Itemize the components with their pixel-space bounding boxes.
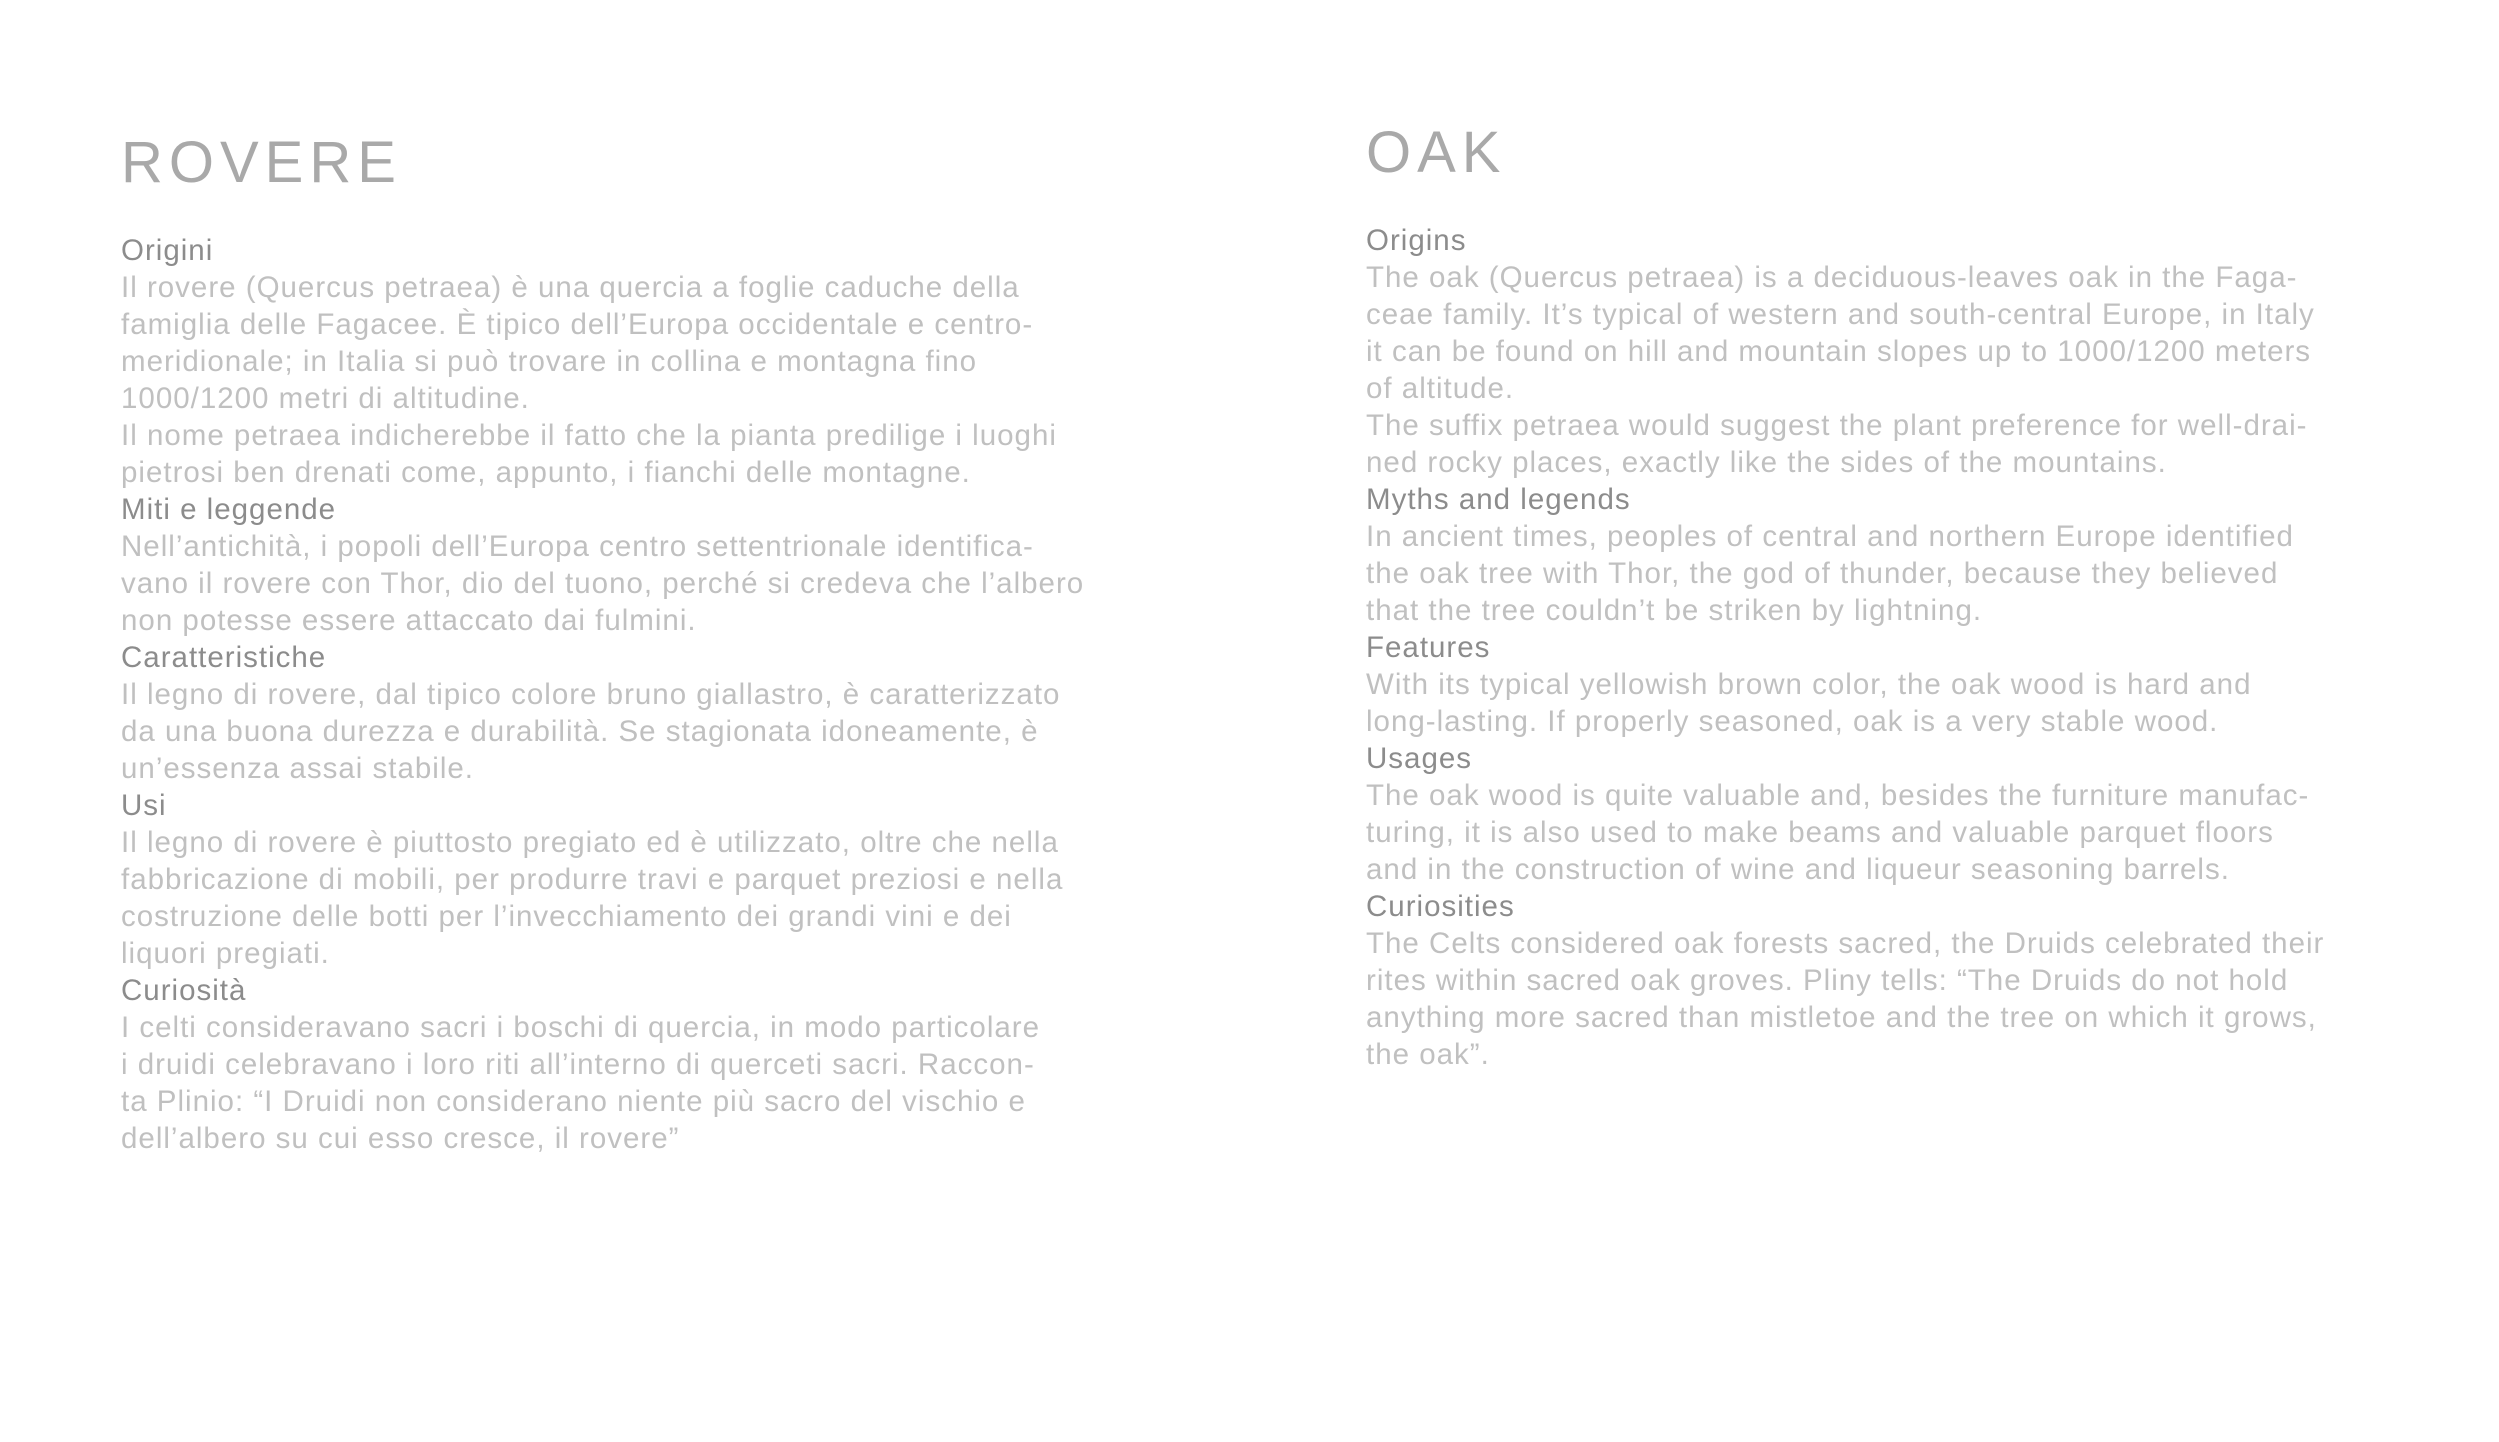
section-text: Il legno di rovere è piuttosto pregiato ed è utilizzato, oltre che nella fabbricazione di mobili, per produrre travi e parquet preziosi e nella costruzione delle botti per l’invecchiamento dei grandi vini e dei liquori pregiati. — [121, 825, 1064, 970]
section-heading: Usages — [1366, 741, 1473, 775]
section-heading: Origini — [121, 233, 214, 267]
english-column — [1366, 118, 2376, 1073]
section-usi — [121, 787, 1131, 972]
section-curiosita — [121, 972, 1131, 1157]
section-caratteristiche — [121, 639, 1131, 787]
section-features — [1366, 629, 2376, 740]
section-text: Il rovere (Quercus petraea) è una quercia a foglie caduche della famiglia delle Fagacee. È tipico dell’Europa occidentale e centro- meridionale; in Italia si può trovare in collina e montagna fino 1000/1200 metri di altitudine. Il nome petraea indicherebbe il fatto che la pianta predilige i luoghi pietrosi ben drenati come, appunto, i fianchi delle montagne. — [121, 270, 1057, 489]
section-miti-e-leggende — [121, 491, 1131, 639]
section-heading: Curiosità — [121, 973, 247, 1007]
section-heading: Origins — [1366, 223, 1467, 257]
section-text: In ancient times, peoples of central and northern Europe identified the oak tree with Thor, the god of thunder, because they believed that the tree couldn’t be striken by lightning. — [1366, 519, 2294, 627]
english-title: OAK — [1366, 120, 1507, 185]
italian-title: ROVERE — [121, 130, 402, 195]
section-text: I celti consideravano sacri i boschi di quercia, in modo particolare i druidi celebravano i loro riti all’interno di querceti sacri. Raccon- ta Plinio: “I Druidi non considerano niente più sacro del vischio e dell’albero su cui esso cresce, il rovere” — [121, 1010, 1041, 1155]
section-origins — [1366, 222, 2376, 481]
section-heading: Features — [1366, 630, 1491, 664]
section-text: Nell’antichità, i popoli dell’Europa centro settentrionale identifica- vano il rovere con Thor, dio del tuono, perché si credeva che l’albero non potesse essere attaccato dai fulmini. — [121, 529, 1085, 637]
section-origini — [121, 232, 1131, 491]
section-text: The oak (Quercus petraea) is a deciduous-leaves oak in the Faga- ceae family. It’s typical of western and south-central Europe, in Italy it can be found on hill and mountain slopes up to 1000/1200 meters of altitude. The suffix petraea would suggest the plant preference for well-drai- ned rocky places, exactly like the sides of the mountains. — [1366, 260, 2315, 479]
section-heading: Myths and legends — [1366, 482, 1631, 516]
italian-column — [121, 128, 1131, 1157]
section-usages — [1366, 740, 2376, 888]
section-text: The oak wood is quite valuable and, besides the furniture manufac- turing, it is also used to make beams and valuable parquet floors and in the construction of wine and liqueur seasoning barrels. — [1366, 778, 2310, 886]
section-text: With its typical yellowish brown color, the oak wood is hard and long-lasting. If properly seasoned, oak is a very stable wood. — [1366, 667, 2252, 738]
section-myths-and-legends — [1366, 481, 2376, 629]
section-curiosities — [1366, 888, 2376, 1073]
section-heading: Miti e leggende — [121, 492, 337, 526]
section-text: The Celts considered oak forests sacred, the Druids celebrated their rites within sacred oak groves. Pliny tells: “The Druids do not hold anything more sacred than mistletoe and the tree on which it grows, the oak”. — [1366, 926, 2325, 1071]
section-heading: Caratteristiche — [121, 640, 327, 674]
section-text: Il legno di rovere, dal tipico colore bruno giallastro, è caratterizzato da una buona durezza e durabilità. Se stagionata idoneamente, è un’essenza assai stabile. — [121, 677, 1061, 785]
section-heading: Usi — [121, 788, 167, 822]
section-heading: Curiosities — [1366, 889, 1515, 923]
